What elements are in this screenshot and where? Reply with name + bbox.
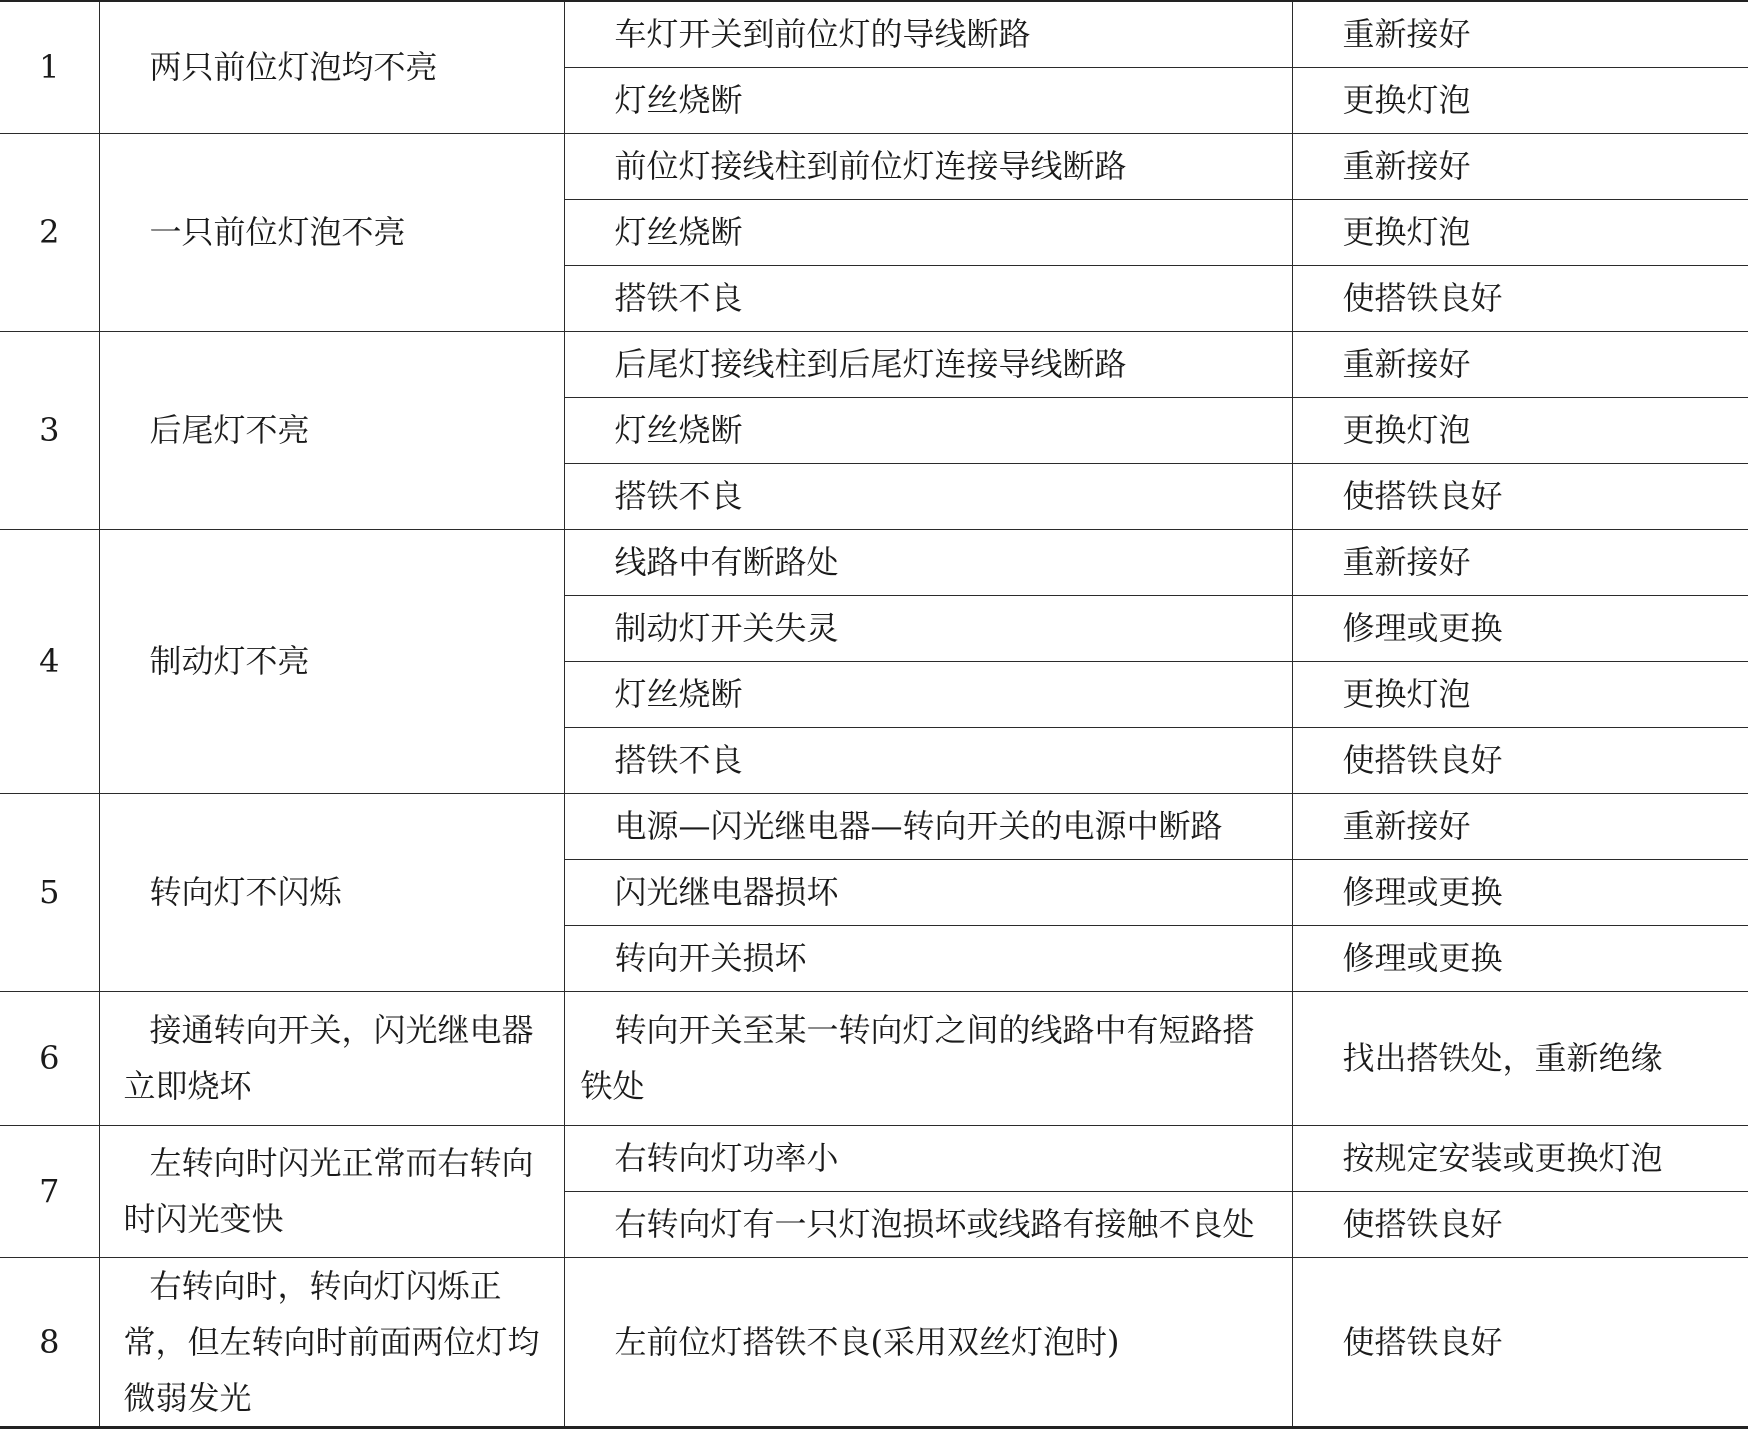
row-number: 4 bbox=[0, 529, 99, 793]
cause-cell: 灯丝烧断 bbox=[564, 397, 1292, 463]
cause-cell: 灯丝烧断 bbox=[564, 67, 1292, 133]
fix-cell: 更换灯泡 bbox=[1292, 67, 1748, 133]
cause-cell: 线路中有断路处 bbox=[564, 529, 1292, 595]
row-number: 3 bbox=[0, 331, 99, 529]
cause-cell: 制动灯开关失灵 bbox=[564, 595, 1292, 661]
table-row bbox=[0, 1257, 1748, 1427]
table-row bbox=[0, 529, 1748, 595]
cause-cell: 灯丝烧断 bbox=[564, 199, 1292, 265]
row-number: 1 bbox=[0, 1, 99, 133]
fix-cell: 使搭铁良好 bbox=[1292, 1191, 1748, 1257]
row-number: 5 bbox=[0, 793, 99, 991]
cause-cell: 后尾灯接线柱到后尾灯连接导线断路 bbox=[564, 331, 1292, 397]
row-number: 7 bbox=[0, 1125, 99, 1257]
cause-cell: 右转向灯有一只灯泡损坏或线路有接触不良处 bbox=[564, 1191, 1292, 1257]
fix-cell: 更换灯泡 bbox=[1292, 397, 1748, 463]
fix-cell: 找出搭铁处，重新绝缘 bbox=[1292, 991, 1748, 1125]
cause-cell: 搭铁不良 bbox=[564, 727, 1292, 793]
table-row bbox=[0, 1125, 1748, 1191]
fix-cell: 修理或更换 bbox=[1292, 859, 1748, 925]
fix-cell: 修理或更换 bbox=[1292, 595, 1748, 661]
cause-cell: 左前位灯搭铁不良(采用双丝灯泡时) bbox=[564, 1257, 1292, 1427]
fix-cell: 使搭铁良好 bbox=[1292, 265, 1748, 331]
cause-cell: 搭铁不良 bbox=[564, 265, 1292, 331]
fault-cell: 后尾灯不亮 bbox=[99, 331, 564, 529]
cause-cell: 灯丝烧断 bbox=[564, 661, 1292, 727]
fix-cell: 重新接好 bbox=[1292, 793, 1748, 859]
cause-cell: 闪光继电器损坏 bbox=[564, 859, 1292, 925]
table-row bbox=[0, 991, 1748, 1125]
cause-cell: 转向开关损坏 bbox=[564, 925, 1292, 991]
fix-cell: 重新接好 bbox=[1292, 1, 1748, 67]
fix-cell: 按规定安装或更换灯泡 bbox=[1292, 1125, 1748, 1191]
cause-cell: 电源—闪光继电器—转向开关的电源中断路 bbox=[564, 793, 1292, 859]
fault-cell: 左转向时闪光正常而右转向时闪光变快 bbox=[99, 1125, 564, 1257]
fix-cell: 使搭铁良好 bbox=[1292, 463, 1748, 529]
fault-table-body bbox=[0, 1, 1748, 1428]
fault-cell: 两只前位灯泡均不亮 bbox=[99, 1, 564, 133]
row-number: 6 bbox=[0, 991, 99, 1125]
cause-cell: 转向开关至某一转向灯之间的线路中有短路搭铁处 bbox=[564, 991, 1292, 1125]
fault-cell: 转向灯不闪烁 bbox=[99, 793, 564, 991]
cause-cell: 前位灯接线柱到前位灯连接导线断路 bbox=[564, 133, 1292, 199]
fault-cell: 一只前位灯泡不亮 bbox=[99, 133, 564, 331]
cause-cell: 车灯开关到前位灯的导线断路 bbox=[564, 1, 1292, 67]
fix-cell: 重新接好 bbox=[1292, 331, 1748, 397]
table-row bbox=[0, 1, 1748, 67]
table-row bbox=[0, 133, 1748, 199]
table-row bbox=[0, 331, 1748, 397]
fault-cell: 右转向时，转向灯闪烁正常，但左转向时前面两位灯均微弱发光 bbox=[99, 1257, 564, 1427]
row-number: 2 bbox=[0, 133, 99, 331]
fix-cell: 使搭铁良好 bbox=[1292, 1257, 1748, 1427]
fix-cell: 重新接好 bbox=[1292, 133, 1748, 199]
row-number: 8 bbox=[0, 1257, 99, 1427]
fault-cell: 制动灯不亮 bbox=[99, 529, 564, 793]
fix-cell: 更换灯泡 bbox=[1292, 661, 1748, 727]
cause-cell: 搭铁不良 bbox=[564, 463, 1292, 529]
cause-cell: 右转向灯功率小 bbox=[564, 1125, 1292, 1191]
fix-cell: 更换灯泡 bbox=[1292, 199, 1748, 265]
fix-cell: 重新接好 bbox=[1292, 529, 1748, 595]
fix-cell: 使搭铁良好 bbox=[1292, 727, 1748, 793]
table-row bbox=[0, 793, 1748, 859]
fault-cell: 接通转向开关，闪光继电器立即烧坏 bbox=[99, 991, 564, 1125]
fix-cell: 修理或更换 bbox=[1292, 925, 1748, 991]
